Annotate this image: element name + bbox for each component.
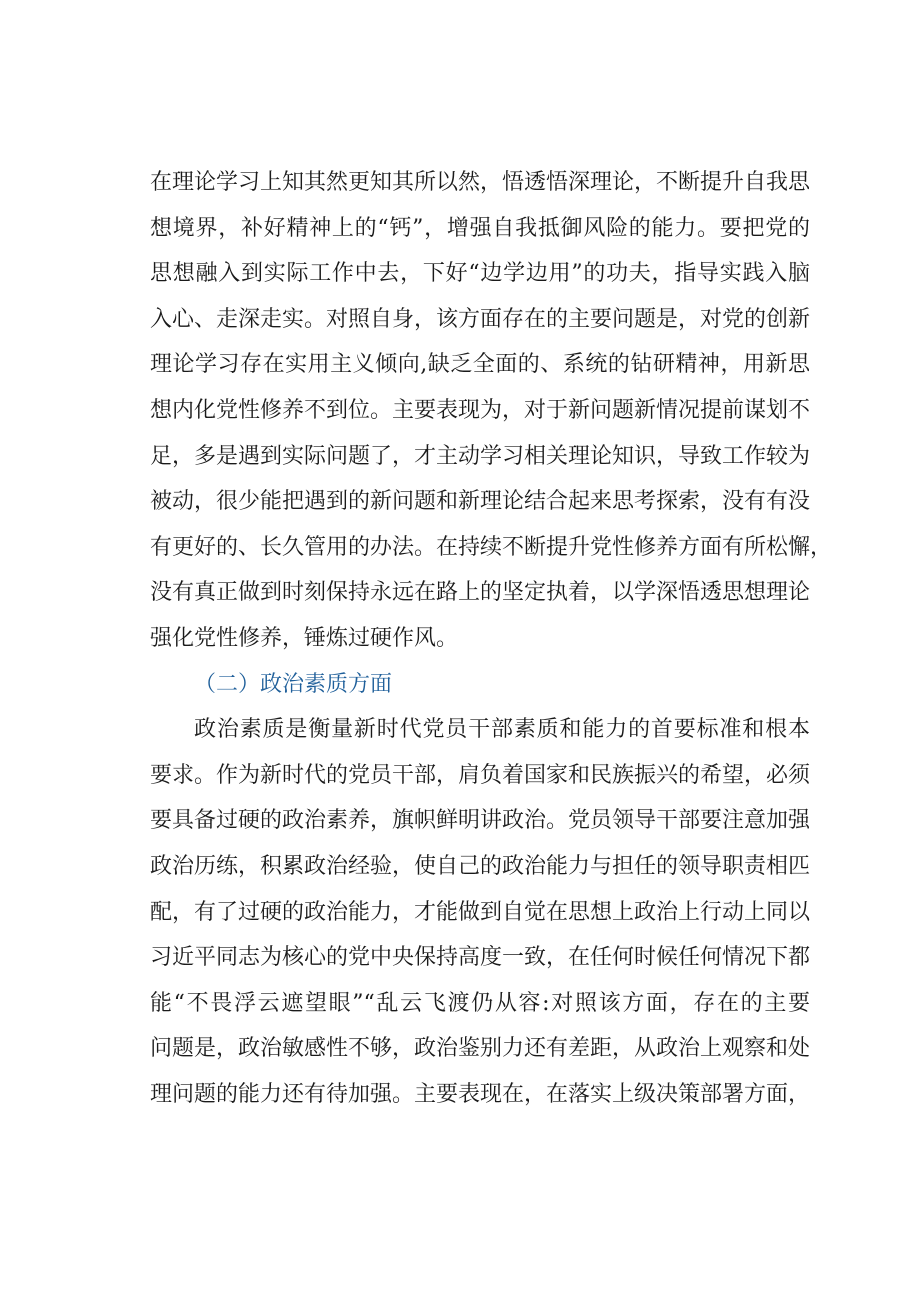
paragraph-line: 政治素质是衡量新时代党员干部素质和能力的首要标准和根本 bbox=[194, 717, 810, 743]
paragraph-line: 思想融入到实际工作中去，下好“边学边用”的功夫，指导实践入脑 bbox=[150, 261, 810, 287]
paragraph-line: 习近平同志为核心的党中央保持高度一致，在任何时候任何情况下都 bbox=[150, 945, 811, 971]
paragraph-line: 能“不畏浮云遮望眼”“乱云飞渡仍从容:对照该方面，存在的主要 bbox=[150, 990, 810, 1016]
paragraph-line: 在理论学习上知其然更知其所以然，悟透悟深理论，不断提升自我思 bbox=[150, 170, 811, 195]
paragraph-line: 问题是，政治敏感性不够，政治鉴别力还有差距，从政治上观察和处 bbox=[150, 1036, 811, 1062]
paragraph-line: 被动，很少能把遇到的新问题和新理论结合起来思考探索，没有有没 bbox=[150, 489, 811, 515]
paragraph-line: 理问题的能力还有待加强。主要表现在，在落实上级决策部署方面， bbox=[150, 1081, 811, 1107]
paragraph-line: 足，多是遇到实际问题了，才主动学习相关理论知识，导致工作较为 bbox=[150, 443, 811, 469]
paragraph-line: 想内化党性修养不到位。主要表现为，对于新问题新情况提前谋划不 bbox=[150, 397, 811, 423]
paragraph-political-quality bbox=[150, 707, 810, 1117]
paragraph-line: 没有真正做到时刻保持永远在路上的坚定执着，以学深悟透思想理论 bbox=[150, 580, 811, 606]
paragraph-line: 理论学习存在实用主义倾向,缺乏全面的、系统的钻研精神，用新思 bbox=[150, 352, 810, 378]
paragraph-line: 想境界，补好精神上的“钙”，增强自我抵御风险的能力。要把党的 bbox=[150, 215, 810, 241]
paragraph-line: 要求。作为新时代的党员干部，肩负着国家和民族振兴的希望，必须 bbox=[150, 762, 811, 788]
document-page bbox=[150, 160, 833, 1117]
section-heading: （二）政治素质方面 bbox=[194, 671, 393, 697]
paragraph-theory-study bbox=[150, 160, 833, 662]
paragraph-line: 要具备过硬的政治素养，旗帜鲜明讲政治。党员领导干部要注意加强 bbox=[150, 808, 811, 834]
paragraph-line: 强化党性修养，锤炼过硬作风。 bbox=[150, 625, 459, 651]
paragraph-line: 政治历练，积累政治经验，使自己的政治能力与担任的领导职责相匹 bbox=[150, 853, 811, 879]
paragraph-line: 入心、走深走实。对照自身，该方面存在的主要问题是，对党的创新 bbox=[150, 306, 811, 332]
paragraph-line: 有更好的、长久管用的办法。在持续不断提升党性修养方面有所松懈， bbox=[150, 534, 833, 560]
paragraph-line: 配，有了过硬的政治能力，才能做到自觉在思想上政治上行动上同以 bbox=[150, 899, 811, 925]
